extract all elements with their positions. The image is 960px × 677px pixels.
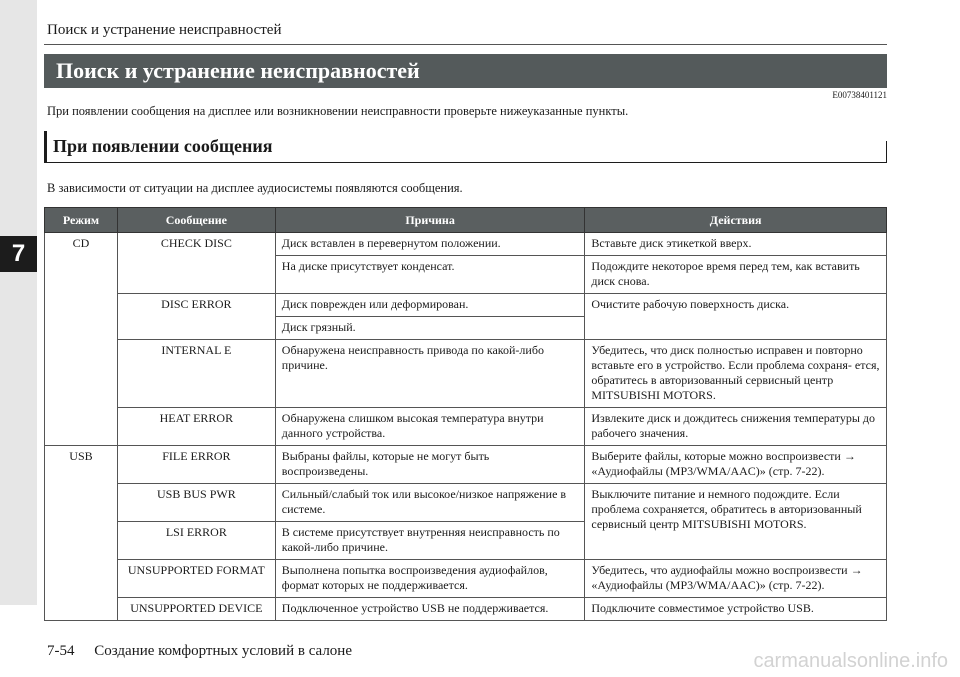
- message-cell: HEAT ERROR: [117, 408, 275, 446]
- header-actions: Действия: [585, 208, 887, 233]
- action-cell: Выберите файлы, которые можно воспроизвести → «Аудиофайлы (MP3/WMA/AAC)» (стр. 7-22).: [585, 446, 887, 484]
- header-message: Сообщение: [117, 208, 275, 233]
- table-row: [45, 598, 887, 621]
- action-cell: Убедитесь, что диск полностью исправен и повторно вставьте его в устройство. Если проблема сохраня- ется, обратитесь в авторизованный сервисный центр MITSUBISHI MOTORS.: [585, 340, 887, 408]
- message-cell: UNSUPPORTED FORMAT: [117, 560, 275, 598]
- cause-cell: Обнаружена неисправность привода по какой-либо причине.: [275, 340, 585, 408]
- table-header-row: [45, 208, 887, 233]
- mode-cell: USB: [45, 446, 118, 621]
- action-cell: Подключите совместимое устройство USB.: [585, 598, 887, 621]
- header-mode: Режим: [45, 208, 118, 233]
- action-cell: Подождите некоторое время перед тем, как вставить диск снова.: [585, 256, 887, 294]
- action-cell: Извлеките диск и дождитесь снижения температуры до рабочего значения.: [585, 408, 887, 446]
- subsection-paragraph: В зависимости от ситуации на дисплее аудиосистемы появляются сообщения.: [47, 181, 463, 195]
- table-row: [45, 294, 887, 317]
- action-cell: Вставьте диск этикеткой вверх.: [585, 233, 887, 256]
- page-footer: [47, 643, 368, 660]
- cause-cell: Обнаружена слишком высокая температура внутри данного устройства.: [275, 408, 585, 446]
- cause-cell: На диске присутствует конденсат.: [275, 256, 585, 294]
- cause-cell: Диск вставлен в перевернутом положении.: [275, 233, 585, 256]
- cause-cell: Подключенное устройство USB не поддерживается.: [275, 598, 585, 621]
- message-cell: CHECK DISC: [117, 233, 275, 294]
- table-row: [45, 233, 887, 256]
- table-row: [45, 560, 887, 598]
- watermark: carmanualsonline.info: [753, 650, 948, 672]
- intro-paragraph: При появлении сообщения на дисплее или возникновении неисправности проверьте нижеуказанные пункты.: [47, 104, 629, 118]
- cause-cell: Сильный/слабый ток или высокое/низкое напряжение в системе.: [275, 484, 585, 522]
- running-header: Поиск и устранение неисправностей: [47, 22, 282, 38]
- mode-cell: CD: [45, 233, 118, 446]
- action-cell: Убедитесь, что аудиофайлы можно воспроизвести → «Аудиофайлы (MP3/WMA/AAC)» (стр. 7-22).: [585, 560, 887, 598]
- message-cell: UNSUPPORTED DEVICE: [117, 598, 275, 621]
- cause-cell: Диск грязный.: [275, 317, 585, 340]
- cause-cell: В системе присутствует внутренняя неисправность по какой-либо причине.: [275, 522, 585, 560]
- page-number: 7-54: [47, 643, 75, 659]
- table-row: [45, 484, 887, 522]
- message-cell: USB BUS PWR: [117, 484, 275, 522]
- action-cell: Очистите рабочую поверхность диска.: [585, 294, 887, 340]
- messages-table: [44, 207, 887, 621]
- message-cell: DISC ERROR: [117, 294, 275, 340]
- subsection-title: При появлении сообщения: [44, 131, 887, 163]
- table-row: [45, 340, 887, 408]
- cause-cell: Диск поврежден или деформирован.: [275, 294, 585, 317]
- chapter-side-tab: [0, 0, 37, 605]
- section-title-banner: Поиск и устранение неисправностей: [44, 54, 887, 88]
- cause-cell: Выбраны файлы, которые не могут быть воспроизведены.: [275, 446, 585, 484]
- action-cell: Выключите питание и немного подождите. Если проблема сохраняется, обратитесь в авторизованный сервисный центр MITSUBISHI MOTORS.: [585, 484, 887, 560]
- header-cause: Причина: [275, 208, 585, 233]
- message-cell: LSI ERROR: [117, 522, 275, 560]
- table-row: [45, 446, 887, 484]
- footer-chapter-title: Создание комфортных условий в салоне: [94, 643, 352, 659]
- header-divider: [44, 44, 887, 45]
- message-cell: INTERNAL E: [117, 340, 275, 408]
- message-cell: FILE ERROR: [117, 446, 275, 484]
- document-code: E00738401121: [832, 90, 887, 100]
- table-row: [45, 408, 887, 446]
- chapter-number-badge: 7: [0, 236, 37, 272]
- cause-cell: Выполнена попытка воспроизведения аудиофайлов, формат которых не поддерживается.: [275, 560, 585, 598]
